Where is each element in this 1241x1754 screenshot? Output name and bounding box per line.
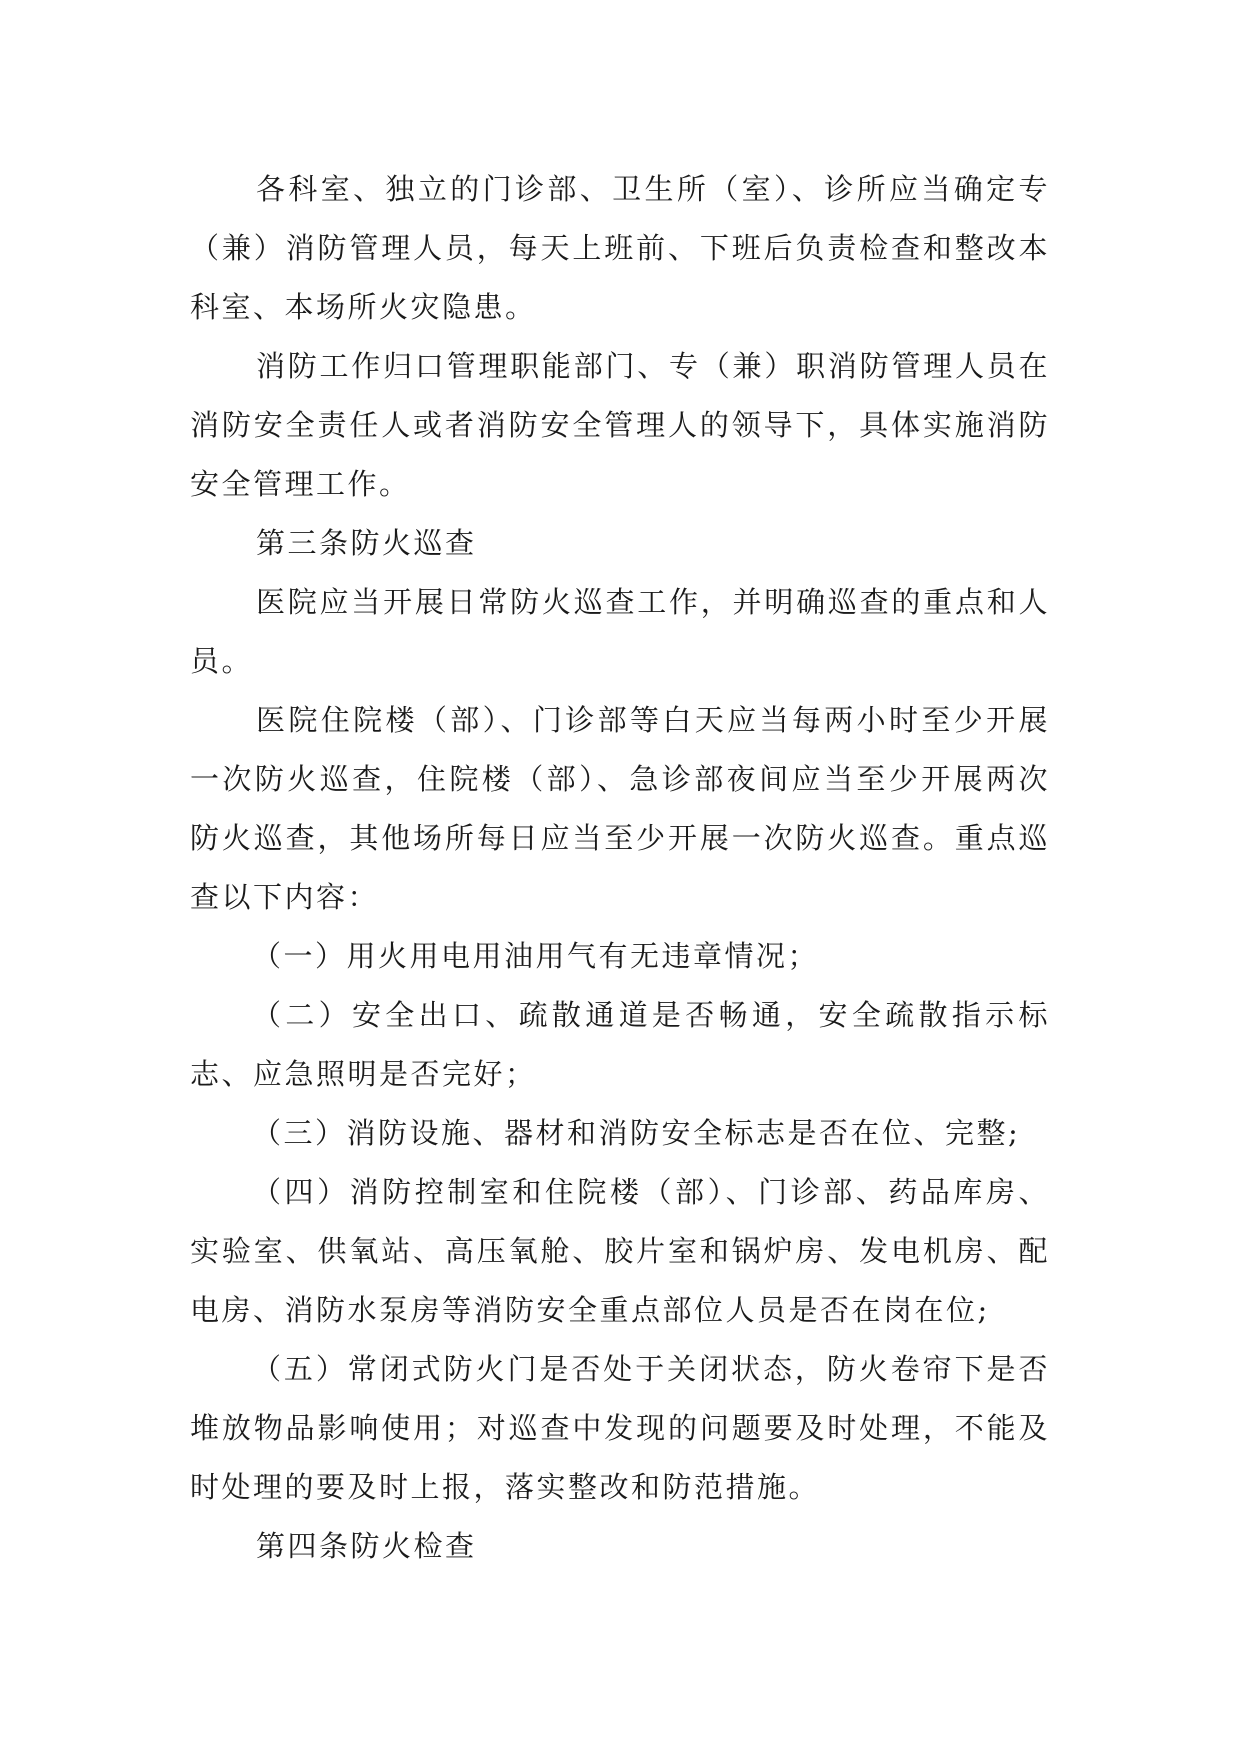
list-item-5: （五）常闭式防火门是否处于关闭状态，防火卷帘下是否堆放物品影响使用；对巡查中发现的问题要及时处理，不能及时处理的要及时上报，落实整改和防范措施。 bbox=[190, 1352, 1050, 1504]
list-item-2: （二）安全出口、疏散通道是否畅通，安全疏散指示标志、应急照明是否完好； bbox=[190, 998, 1050, 1091]
paragraph-management-responsibility: 消防工作归口管理职能部门、专（兼）职消防管理人员在消防安全责任人或者消防安全管理人的领导下，具体实施消防安全管理工作。 bbox=[190, 349, 1050, 501]
article-heading-fire-inspection: 第四条防火检查 bbox=[256, 1529, 477, 1563]
paragraph-department-managers: 各科室、独立的门诊部、卫生所（室）、诊所应当确定专（兼）消防管理人员，每天上班前、下班后负责检查和整改本科室、本场所火灾隐患。 bbox=[190, 172, 1050, 324]
paragraph-daily-patrol: 医院应当开展日常防火巡查工作，并明确巡查的重点和人员。 bbox=[190, 585, 1050, 678]
paragraph-patrol-frequency: 医院住院楼（部）、门诊部等白天应当每两小时至少开展一次防火巡查，住院楼（部）、急诊部夜间应当至少开展两次防火巡查，其他场所每日应当至少开展一次防火巡查。重点巡查以下内容： bbox=[190, 703, 1050, 914]
article-heading-fire-patrol: 第三条防火巡查 bbox=[256, 526, 477, 560]
list-item-1: （一）用火用电用油用气有无违章情况； bbox=[252, 939, 820, 973]
list-item-4: （四）消防控制室和住院楼（部）、门诊部、药品库房、实验室、供氧站、高压氧舱、胶片室和锅炉房、发电机房、配电房、消防水泵房等消防安全重点部位人员是否在岗在位; bbox=[190, 1175, 1050, 1327]
document-body bbox=[190, 160, 1050, 1576]
list-item-3: （三）消防设施、器材和消防安全标志是否在位、完整; bbox=[252, 1116, 1021, 1150]
